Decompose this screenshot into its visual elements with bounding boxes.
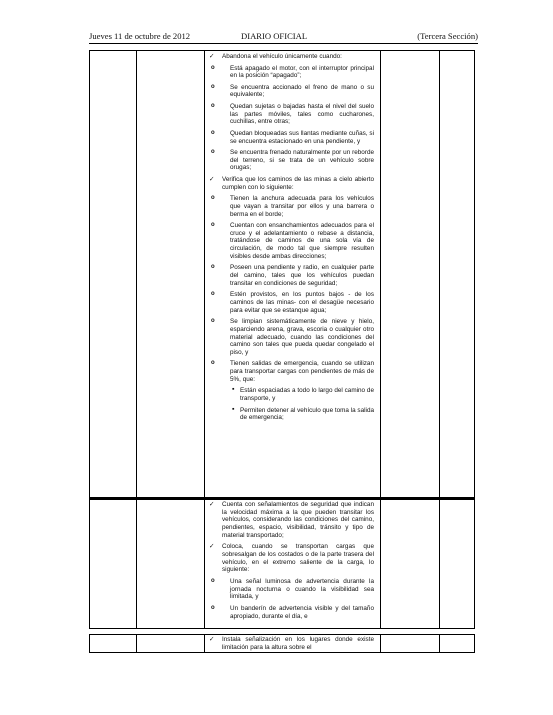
list-item-text: Tienen la anchura adecuada para los vehículos que vayan a transitar por ellos y una barrera o berma en el borde;	[230, 195, 374, 218]
bullet-o-icon: o	[211, 360, 215, 367]
requirements-block-3	[204, 636, 374, 651]
bullet-o-icon: o	[211, 149, 215, 156]
header-section: (Tercera Sección)	[417, 31, 478, 41]
list-item	[204, 387, 374, 402]
list-item	[204, 65, 374, 80]
list-item-text: Estén provistos, en los puntos bajos - de los caminos de las minas- con el desagüe necesario para evitar que se estanque agua;	[230, 291, 374, 314]
list-item-text: Instala señalización en los lugares donde existe limitación para la altura sobre el	[222, 636, 374, 651]
requirements-block-2	[204, 501, 374, 620]
bullet-o-icon: o	[211, 195, 215, 202]
list-item-text: Una señal luminosa de advertencia durante la jornada nocturna o cuando la visibilidad sea limitada, y	[230, 577, 374, 601]
list-item-text: Quedan bloqueadas sus llantas mediante cuñas, si se encuentra estacionado en una pendiente, y	[230, 129, 374, 145]
list-item	[204, 130, 374, 145]
list-item-text: Quedan sujetas o bajadas hasta el nivel del suelo las partes móviles, tales como cucharones, cuchillas, entre otras;	[230, 102, 374, 126]
bullet-o-icon: o	[211, 604, 215, 611]
checkmark-icon: ✓	[209, 501, 215, 508]
list-item	[204, 176, 374, 191]
list-item-text: Verifica que los caminos de las minas a cielo abierto cumplen con lo siguiente:	[222, 175, 374, 191]
checkmark-icon: ✓	[209, 543, 215, 551]
list-item-text: Está apagado el motor, con el interruptor principal en la posición “apagado”;	[230, 64, 374, 80]
list-item-text: Un banderín de advertencia visible y del tamaño apropiado, durante el día, e	[230, 604, 374, 620]
list-item	[204, 84, 374, 99]
checkmark-icon: ✓	[209, 53, 215, 60]
header-rule	[89, 43, 478, 44]
list-item-text: Se limpian sistemáticamente de nieve y hielo, esparciendo arena, grava, escoria o cualquier otro material adecuado, cuando las condiciones del camino son tales que pueda quedar congelado el piso, y	[230, 318, 374, 356]
list-item-text: Coloca, cuando se transportan cargas que sobresalgan de los costados o de la parte trasera del vehículo, en el extremo saliente de la carga, lo siguiente:	[222, 543, 374, 574]
bullet-o-icon: o	[211, 291, 215, 298]
list-item	[204, 149, 374, 172]
square-bullet-icon: ▪	[232, 386, 235, 394]
list-item	[204, 636, 374, 651]
bullet-o-icon: o	[211, 577, 215, 584]
list-item	[204, 605, 374, 620]
list-item	[204, 407, 374, 422]
list-item	[204, 360, 374, 383]
list-item-text: Se encuentra accionado el freno de mano o su equivalente;	[230, 83, 374, 99]
list-item	[204, 318, 374, 357]
header-publication: DIARIO OFICIAL	[241, 31, 308, 41]
list-item-text: Permiten detener al vehículo que toma la salida de emergencia;	[240, 406, 375, 422]
list-item	[204, 543, 374, 574]
page-header	[89, 31, 478, 42]
list-item	[204, 264, 374, 287]
bullet-o-icon: o	[211, 129, 215, 136]
list-item-text: Cuenta con señalamientos de seguridad que indican la velocidad máxima a la que pueden transitar los vehículos, considerando las condiciones del camino, pendientes, espacio, visibilidad, tránsito y tipo de material transportado;	[222, 501, 374, 539]
checkmark-icon: ✓	[209, 636, 215, 643]
list-item-text: Están espaciadas a todo lo largo del camino de transporte, y	[240, 387, 374, 403]
list-item	[204, 103, 374, 126]
list-item	[204, 291, 374, 314]
list-item	[204, 195, 374, 218]
list-item-text: Poseen una pendiente y radio, en cualquier parte del camino, tales que los vehículos puedan transitar en condiciones de seguridad;	[230, 264, 374, 287]
list-item-text: Tienen salidas de emergencia, cuando se utilizan para transportar cargas con pendientes de más de 5%, que:	[230, 360, 374, 383]
list-item	[204, 222, 374, 261]
bullet-o-icon: o	[211, 64, 215, 71]
bullet-o-icon: o	[211, 83, 215, 90]
requirements-block-1	[204, 53, 374, 422]
list-item-text: Se encuentra frenado naturalmente por un reborde del terreno, si se trata de un vehículo sobre orugas;	[230, 149, 374, 172]
list-item	[204, 578, 374, 601]
list-item	[204, 53, 374, 61]
list-item-text: Cuentan con ensanchamientos adecuados para el cruce y el adelantamiento o rebase a distancia, tratándose de caminos de una sola vía de circulación, de modo tal que siempre resulten visibles desde ambas direcciones;	[230, 222, 374, 260]
list-item	[204, 501, 374, 540]
list-item-text: Abandona el vehículo únicamente cuando:	[222, 53, 342, 60]
header-date: Jueves 11 de octubre de 2012	[89, 31, 191, 41]
bullet-o-icon: o	[211, 318, 215, 325]
bullet-o-icon: o	[211, 222, 215, 229]
bullet-o-icon: o	[211, 102, 215, 109]
checkmark-icon: ✓	[209, 175, 215, 183]
bullet-o-icon: o	[211, 264, 215, 271]
square-bullet-icon: ▪	[232, 405, 235, 413]
